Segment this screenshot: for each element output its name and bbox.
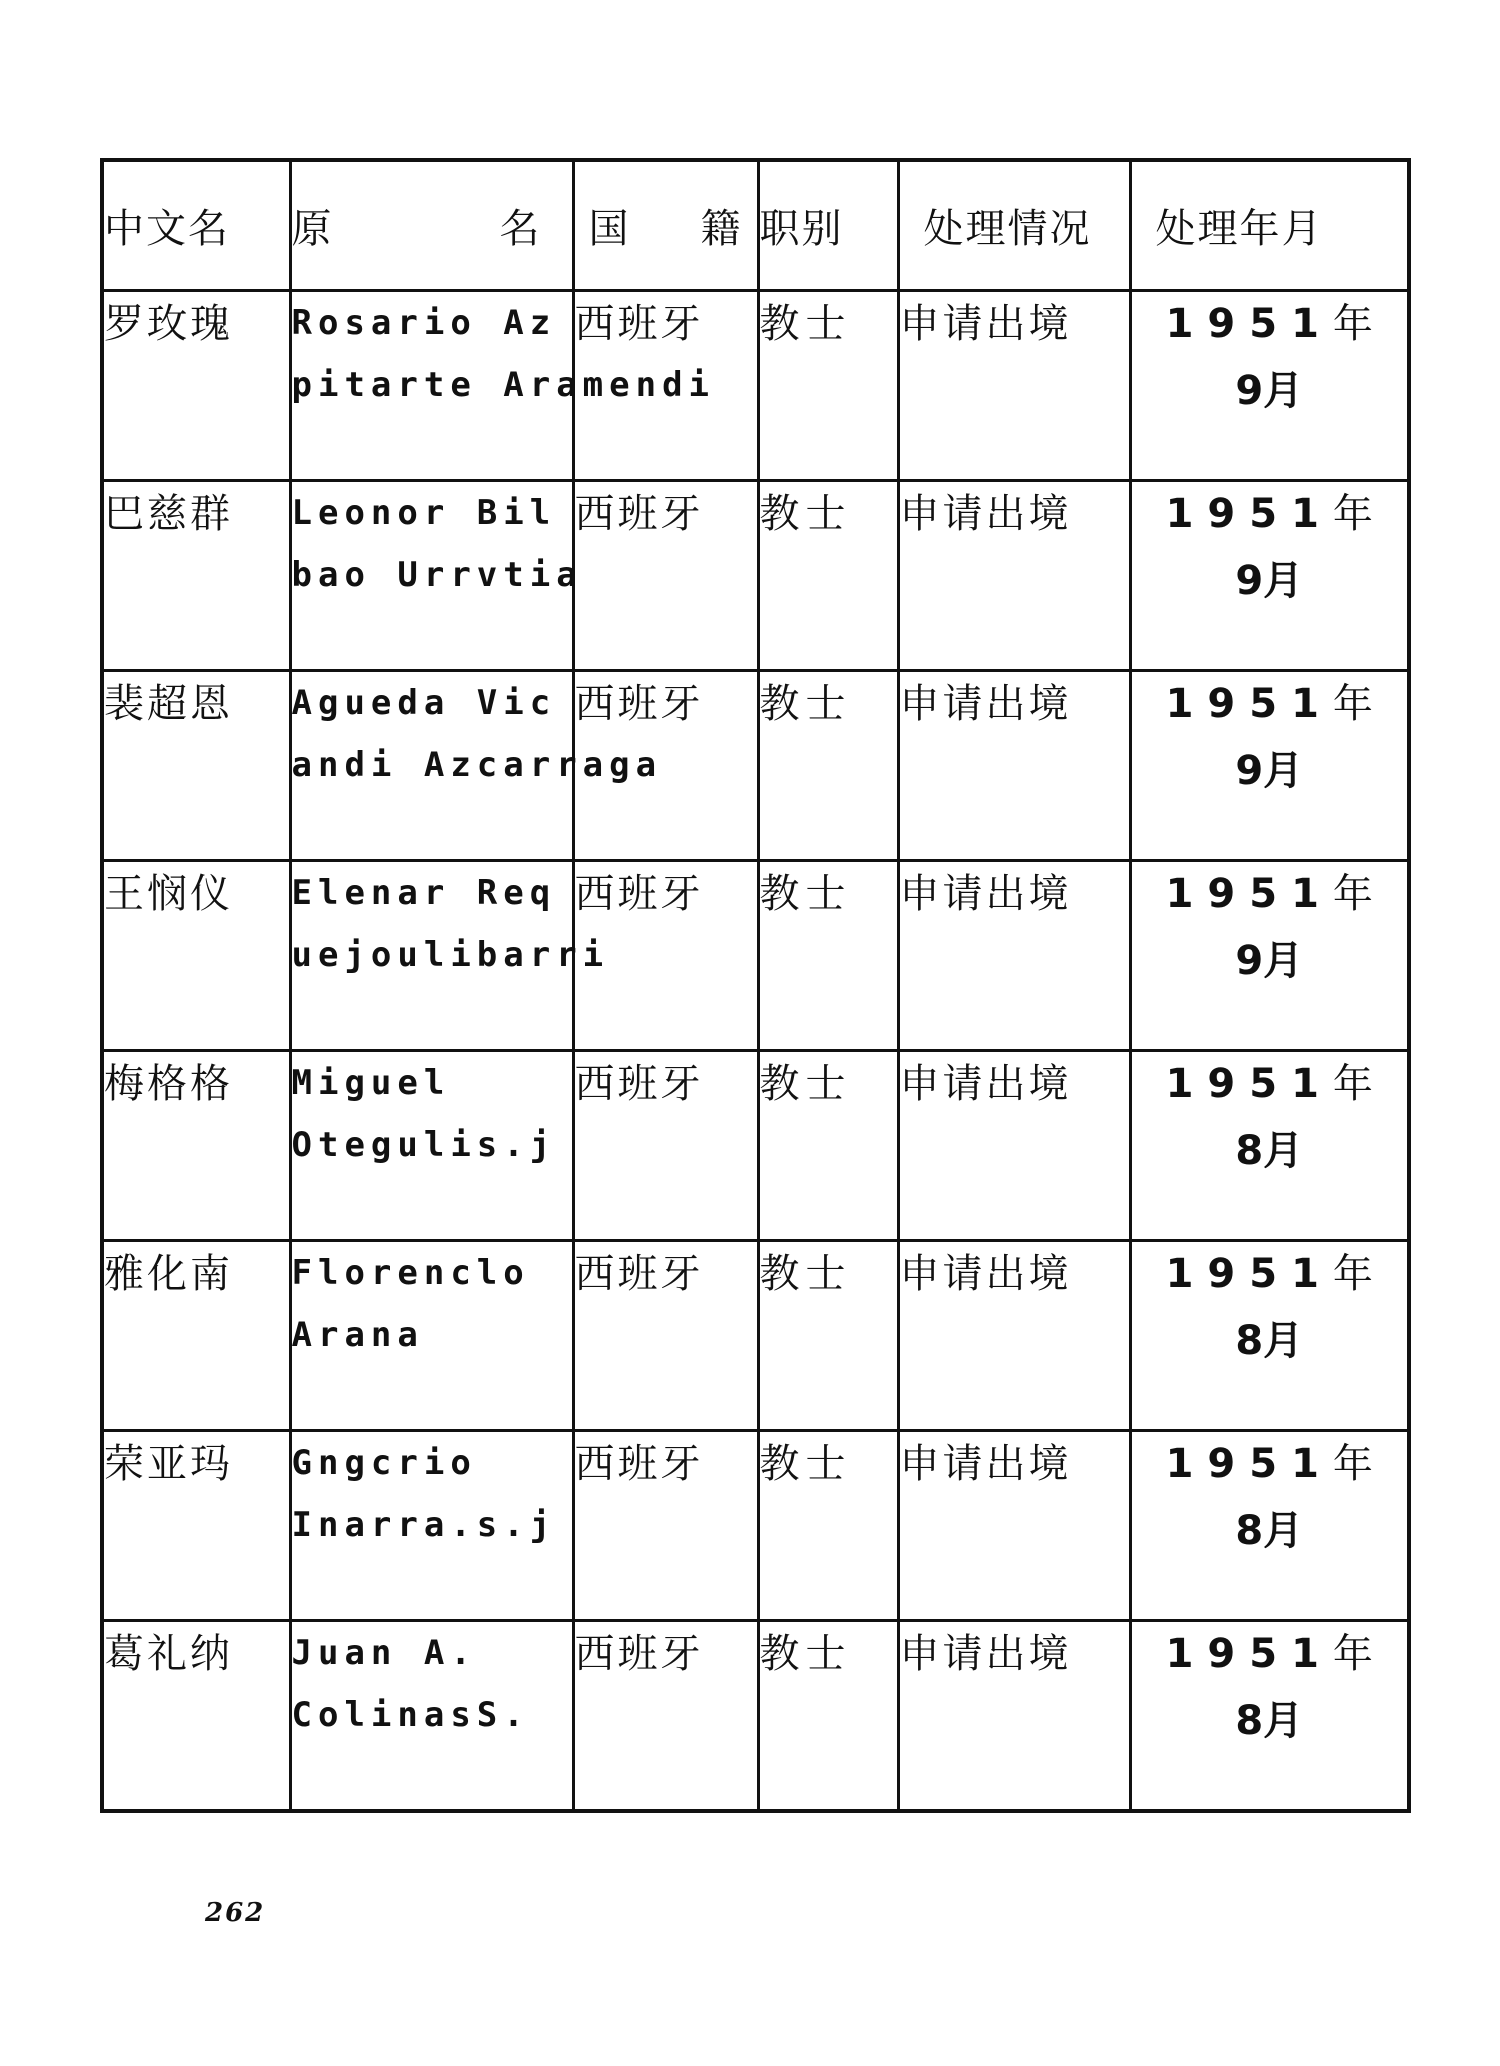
cell-chinese-name: 裴超恩	[102, 671, 290, 861]
cell-original-name	[290, 1431, 573, 1621]
date-month: 8月	[1235, 1508, 1304, 1554]
original-name-line-2: Otegulis.j	[291, 1125, 557, 1165]
date-year-suffix: 年	[1332, 1441, 1373, 1487]
cell-handling: 申请出境	[898, 1431, 1130, 1621]
original-name-line-1: Agueda Vic	[291, 683, 557, 723]
date-year: 1951	[1165, 681, 1333, 727]
cell-handling: 申请出境	[898, 1241, 1130, 1431]
cell-original-name	[290, 1241, 573, 1431]
cell-original-name	[290, 481, 583, 671]
date-year-suffix: 年	[1332, 1061, 1373, 1107]
original-name-line-1: Elenar Req	[291, 873, 557, 913]
date-year: 1951	[1165, 1061, 1333, 1107]
date-month: 8月	[1235, 1128, 1304, 1174]
date-month: 9月	[1235, 748, 1304, 794]
date-year-suffix: 年	[1332, 301, 1373, 347]
table-row	[102, 861, 1409, 1051]
original-name-line-1: Gngcrio	[291, 1443, 477, 1483]
date-year-suffix: 年	[1332, 1631, 1373, 1677]
date-year-suffix: 年	[1332, 1251, 1373, 1297]
original-name-line-2: pitarte Aramendi	[291, 365, 716, 405]
original-name-line-2: Inarra.s.j	[291, 1505, 557, 1545]
cell-nationality: 西班牙	[573, 1431, 758, 1621]
date-year: 1951	[1165, 1251, 1333, 1297]
table-row	[102, 1621, 1409, 1812]
cell-original-name	[290, 861, 610, 1051]
cell-handling-date	[1130, 1241, 1409, 1431]
original-name-line-1: Florenclo	[291, 1253, 530, 1293]
cell-chinese-name: 葛礼纳	[102, 1621, 290, 1812]
date-year: 1951	[1165, 301, 1333, 347]
cell-handling-date	[1130, 1621, 1409, 1812]
header-nationality-part1: 国	[588, 206, 631, 252]
original-name-line-2: ColinasS.	[291, 1695, 530, 1735]
cell-original-name	[290, 1051, 573, 1241]
header-nationality-part2: 籍	[700, 206, 743, 252]
cell-position: 教士	[758, 671, 898, 861]
header-chinese-name: 中文名	[102, 160, 290, 291]
table-row	[102, 481, 1409, 671]
cell-chinese-name: 巴慈群	[102, 481, 290, 671]
cell-chinese-name: 罗玫瑰	[102, 291, 290, 481]
cell-nationality: 西班牙	[573, 1241, 758, 1431]
cell-handling: 申请出境	[898, 291, 1130, 481]
cell-chinese-name: 雅化南	[102, 1241, 290, 1431]
table-row	[102, 291, 1409, 481]
date-year: 1951	[1165, 871, 1333, 917]
cell-handling-date	[1130, 861, 1409, 1051]
cell-nationality: 西班牙	[573, 1051, 758, 1241]
cell-handling: 申请出境	[898, 671, 1130, 861]
cell-original-name	[290, 1621, 573, 1812]
date-year-suffix: 年	[1332, 871, 1373, 917]
cell-nationality: 西班牙	[573, 481, 758, 671]
records-table	[100, 158, 1411, 1813]
original-name-line-1: Leonor Bil	[291, 493, 557, 533]
cell-chinese-name: 荣亚玛	[102, 1431, 290, 1621]
original-name-line-2: andi Azcarraga	[291, 745, 663, 785]
date-year: 1951	[1165, 491, 1333, 537]
original-name-line-1: Rosario Az	[291, 303, 557, 343]
cell-handling: 申请出境	[898, 481, 1130, 671]
table-row	[102, 1241, 1409, 1431]
date-month: 8月	[1235, 1698, 1304, 1744]
header-position: 职别	[758, 160, 898, 291]
cell-handling: 申请出境	[898, 1051, 1130, 1241]
original-name-line-2: bao Urrvtia	[291, 555, 583, 595]
cell-chinese-name: 王悯仪	[102, 861, 290, 1051]
cell-handling-date	[1130, 481, 1409, 671]
header-original-name	[290, 160, 573, 291]
cell-handling-date	[1130, 1431, 1409, 1621]
cell-handling: 申请出境	[898, 1621, 1130, 1812]
cell-nationality: 西班牙	[573, 861, 758, 1051]
cell-position: 教士	[758, 291, 898, 481]
date-year-suffix: 年	[1332, 681, 1373, 727]
date-month: 9月	[1235, 368, 1304, 414]
cell-handling-date	[1130, 1051, 1409, 1241]
cell-position: 教士	[758, 1051, 898, 1241]
header-handling-date: 处理年月	[1130, 160, 1409, 291]
table-row	[102, 671, 1409, 861]
cell-handling-date	[1130, 671, 1409, 861]
date-year: 1951	[1165, 1631, 1333, 1677]
original-name-line-2: uejoulibarri	[291, 935, 610, 975]
header-original-name-part1: 原	[291, 206, 334, 252]
table-row	[102, 1431, 1409, 1621]
original-name-line-1: Miguel	[291, 1063, 451, 1103]
cell-position: 教士	[758, 481, 898, 671]
header-handling: 处理情况	[898, 160, 1130, 291]
cell-position: 教士	[758, 1241, 898, 1431]
cell-nationality: 西班牙	[573, 291, 758, 481]
page-number: 262	[205, 1898, 266, 1928]
original-name-line-2: Arana	[291, 1315, 424, 1355]
header-original-name-part2: 名	[499, 206, 542, 252]
header-nationality	[573, 160, 758, 291]
date-year: 1951	[1165, 1441, 1333, 1487]
original-name-line-1: Juan A.	[291, 1633, 477, 1673]
cell-nationality: 西班牙	[573, 1621, 758, 1812]
date-month: 8月	[1235, 1318, 1304, 1364]
table-header-row	[102, 160, 1409, 291]
cell-nationality: 西班牙	[573, 671, 758, 861]
date-month: 9月	[1235, 558, 1304, 604]
table-row	[102, 1051, 1409, 1241]
cell-position: 教士	[758, 1431, 898, 1621]
date-month: 9月	[1235, 938, 1304, 984]
cell-position: 教士	[758, 861, 898, 1051]
date-year-suffix: 年	[1332, 491, 1373, 537]
cell-handling-date	[1130, 291, 1409, 481]
cell-handling: 申请出境	[898, 861, 1130, 1051]
cell-chinese-name: 梅格格	[102, 1051, 290, 1241]
cell-position: 教士	[758, 1621, 898, 1812]
